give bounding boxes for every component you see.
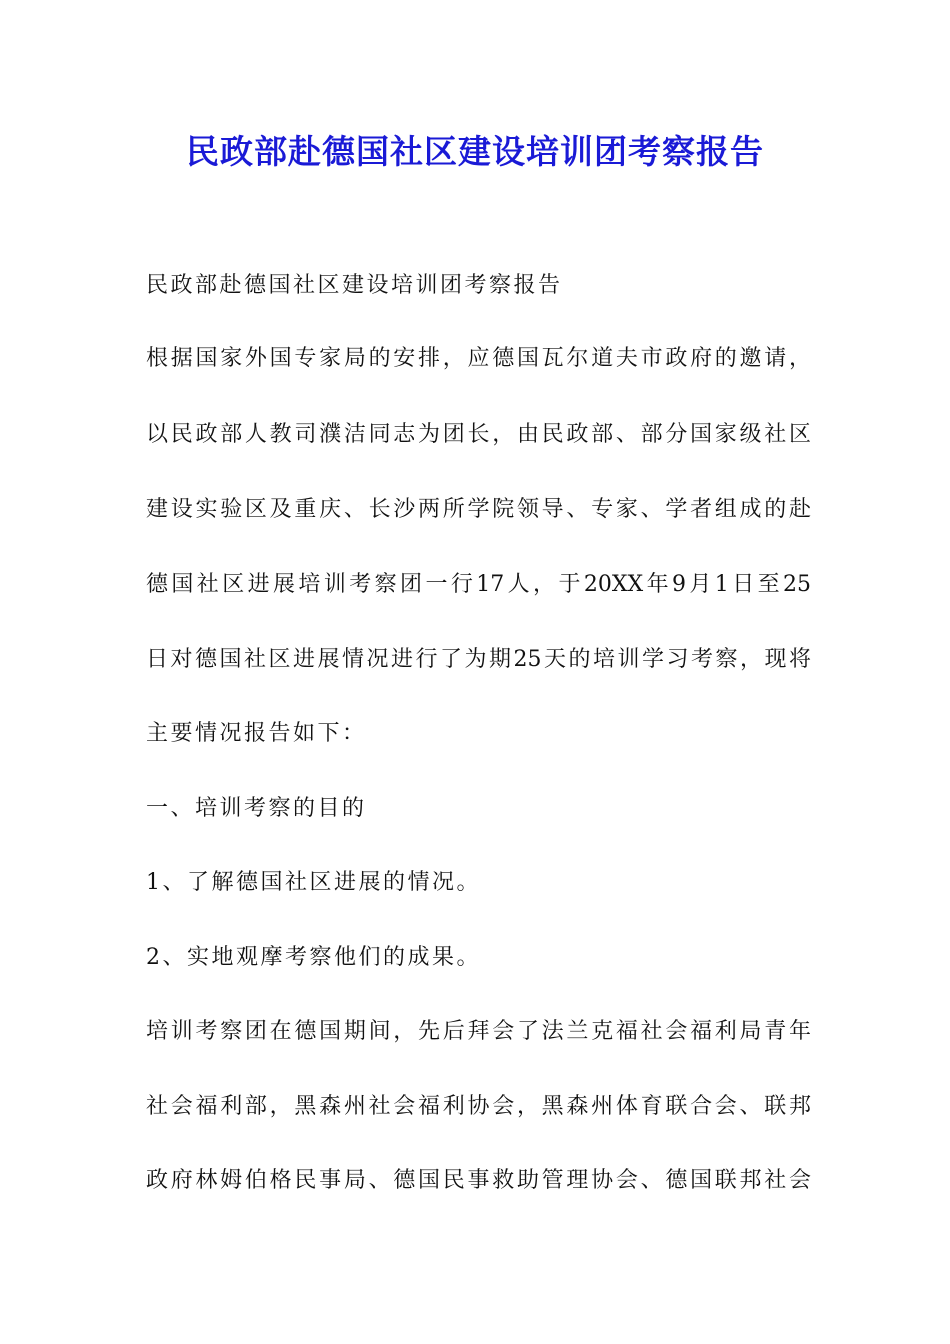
- document-title: 民政部赴德国社区建设培训团考察报告: [186, 132, 764, 171]
- list-item: 1、了解德国社区进展的情况。: [146, 870, 481, 895]
- paragraph-line: 建设实验区及重庆、长沙两所学院领导、专家、学者组成的赴: [146, 497, 811, 522]
- list-item: 2、实地观摩考察他们的成果。: [146, 945, 481, 970]
- paragraph-line: 根据国家外国专家局的安排，应德国瓦尔道夫市政府的邀请，: [146, 346, 811, 371]
- paragraph-line: 社会福利部，黑森州社会福利协会，黑森州体育联合会、联邦: [146, 1094, 811, 1119]
- paragraph-line: 日对德国社区进展情况进行了为期25天的培训学习考察，现将: [146, 647, 811, 672]
- section-heading: 一、培训考察的目的: [146, 796, 367, 821]
- paragraph-line: 政府林姆伯格民事局、德国民事救助管理协会、德国联邦社会: [146, 1168, 811, 1193]
- paragraph-line: 主要情况报告如下：: [146, 721, 367, 746]
- paragraph-line-subtitle: 民政部赴德国社区建设培训团考察报告: [146, 273, 563, 298]
- paragraph-line: 培训考察团在德国期间，先后拜会了法兰克福社会福利局青年: [146, 1019, 811, 1044]
- paragraph-line: 以民政部人教司濮洁同志为团长，由民政部、部分国家级社区: [146, 422, 811, 447]
- paragraph-line: 德国社区进展培训考察团一行17人，于20XX年9月1日至25: [146, 572, 811, 597]
